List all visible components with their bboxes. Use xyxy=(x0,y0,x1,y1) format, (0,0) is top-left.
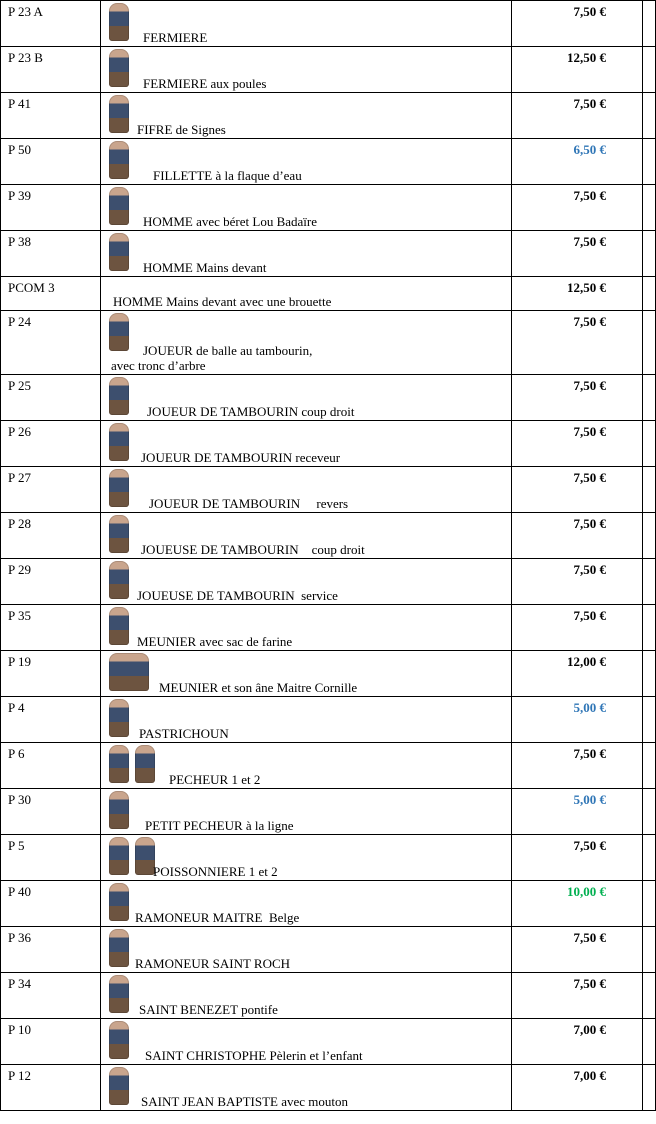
product-price: 7,50 € xyxy=(512,467,643,513)
product-code: P 23 B xyxy=(1,47,101,93)
santon-figurine-image xyxy=(109,141,129,179)
product-description-cell xyxy=(101,973,512,1019)
product-name: FERMIERE aux poules xyxy=(143,76,267,91)
product-price: 6,50 € xyxy=(512,139,643,185)
figurine-images xyxy=(109,187,129,225)
santon-figurine-image xyxy=(109,653,149,691)
figurine-images xyxy=(109,141,129,179)
santon-figurine-image xyxy=(109,1021,129,1059)
product-price: 10,00 € xyxy=(512,881,643,927)
product-price: 7,50 € xyxy=(512,605,643,651)
figurine-images xyxy=(109,791,129,829)
product-code: P 29 xyxy=(1,559,101,605)
empty-cell xyxy=(643,1065,656,1111)
product-code: P 41 xyxy=(1,93,101,139)
product-description-cell xyxy=(101,697,512,743)
table-row xyxy=(1,185,656,231)
product-name: PETIT PECHEUR à la ligne xyxy=(145,818,294,833)
table-row xyxy=(1,375,656,421)
figurine-images xyxy=(109,607,129,645)
product-description-cell xyxy=(101,1,512,47)
product-description-cell xyxy=(101,559,512,605)
product-code: P 28 xyxy=(1,513,101,559)
product-price: 7,50 € xyxy=(512,973,643,1019)
table-row xyxy=(1,605,656,651)
product-code: P 36 xyxy=(1,927,101,973)
product-name: JOUEUR DE TAMBOURIN revers xyxy=(149,496,349,511)
table-row xyxy=(1,139,656,185)
figurine-images xyxy=(109,745,155,783)
product-code: P 35 xyxy=(1,605,101,651)
product-code: P 5 xyxy=(1,835,101,881)
product-description-cell xyxy=(101,651,512,697)
product-price: 12,00 € xyxy=(512,651,643,697)
santon-figurine-image xyxy=(109,883,129,921)
empty-cell xyxy=(643,277,656,311)
product-code: P 6 xyxy=(1,743,101,789)
empty-cell xyxy=(643,881,656,927)
product-name: JOUEUR DE TAMBOURIN coup droit xyxy=(147,404,355,419)
santon-figurine-image xyxy=(109,3,129,41)
product-description-cell xyxy=(101,47,512,93)
product-code: P 12 xyxy=(1,1065,101,1111)
product-code: P 10 xyxy=(1,1019,101,1065)
product-description-cell xyxy=(101,231,512,277)
table-row xyxy=(1,47,656,93)
product-name-line2: avec tronc d’arbre xyxy=(111,358,206,373)
product-price: 7,50 € xyxy=(512,421,643,467)
product-description-cell xyxy=(101,881,512,927)
santon-figurine-image xyxy=(109,469,129,507)
product-code: P 40 xyxy=(1,881,101,927)
empty-cell xyxy=(643,651,656,697)
empty-cell xyxy=(643,743,656,789)
santon-figurine-image xyxy=(109,1067,129,1105)
empty-cell xyxy=(643,559,656,605)
empty-cell xyxy=(643,375,656,421)
table-row xyxy=(1,1,656,47)
figurine-images xyxy=(109,975,129,1013)
product-name: FILLETTE à la flaque d’eau xyxy=(153,168,302,183)
product-name: FIFRE de Signes xyxy=(137,122,226,137)
santon-figurine-image xyxy=(135,745,155,783)
empty-cell xyxy=(643,835,656,881)
product-name: RAMONEUR MAITRE Belge xyxy=(135,910,300,925)
table-row xyxy=(1,789,656,835)
product-name: MEUNIER et son âne Maitre Cornille xyxy=(159,680,358,695)
empty-cell xyxy=(643,789,656,835)
product-description-cell xyxy=(101,743,512,789)
product-name: SAINT BENEZET pontife xyxy=(139,1002,278,1017)
table-row xyxy=(1,1065,656,1111)
product-code: P 39 xyxy=(1,185,101,231)
table-row xyxy=(1,881,656,927)
product-code: P 25 xyxy=(1,375,101,421)
santon-figurine-image xyxy=(109,95,129,133)
empty-cell xyxy=(643,93,656,139)
product-description-cell xyxy=(101,277,512,311)
table-row xyxy=(1,231,656,277)
product-description-cell xyxy=(101,311,512,375)
product-code: PCOM 3 xyxy=(1,277,101,311)
product-description-cell xyxy=(101,375,512,421)
product-price: 7,00 € xyxy=(512,1065,643,1111)
santon-figurine-image xyxy=(109,699,129,737)
product-code: P 30 xyxy=(1,789,101,835)
product-name: JOUEUSE DE TAMBOURIN coup droit xyxy=(141,542,365,557)
product-price: 7,50 € xyxy=(512,743,643,789)
table-row xyxy=(1,467,656,513)
product-price: 7,50 € xyxy=(512,93,643,139)
table-row xyxy=(1,927,656,973)
product-price: 7,50 € xyxy=(512,1,643,47)
product-description-cell xyxy=(101,139,512,185)
product-code: P 34 xyxy=(1,973,101,1019)
product-name: SAINT JEAN BAPTISTE avec mouton xyxy=(141,1094,349,1109)
empty-cell xyxy=(643,467,656,513)
product-code: P 38 xyxy=(1,231,101,277)
product-code: P 27 xyxy=(1,467,101,513)
empty-cell xyxy=(643,47,656,93)
product-price: 7,50 € xyxy=(512,559,643,605)
santon-figurine-image xyxy=(109,377,129,415)
figurine-images xyxy=(109,1021,129,1059)
product-name-line1: JOUEUR de balle au tambourin, xyxy=(143,343,313,358)
product-description-cell xyxy=(101,1065,512,1111)
figurine-images xyxy=(109,3,129,41)
product-name: JOUEUSE DE TAMBOURIN service xyxy=(137,588,338,603)
product-name: PASTRICHOUN xyxy=(139,726,229,741)
product-description-cell xyxy=(101,835,512,881)
figurine-images xyxy=(109,561,129,599)
empty-cell xyxy=(643,1,656,47)
figurine-images xyxy=(109,653,149,691)
product-price: 7,50 € xyxy=(512,375,643,421)
product-description-cell xyxy=(101,789,512,835)
product-code: P 50 xyxy=(1,139,101,185)
product-name: HOMME Mains devant xyxy=(143,260,267,275)
figurine-images xyxy=(109,377,129,415)
product-price: 12,50 € xyxy=(512,277,643,311)
empty-cell xyxy=(643,1019,656,1065)
product-name: FERMIERE xyxy=(143,30,208,45)
santon-figurine-image xyxy=(109,515,129,553)
figurine-images xyxy=(109,699,129,737)
figurine-images xyxy=(109,423,129,461)
product-price: 7,50 € xyxy=(512,513,643,559)
product-description-cell xyxy=(101,605,512,651)
product-price: 7,50 € xyxy=(512,185,643,231)
table-row xyxy=(1,697,656,743)
figurine-images xyxy=(109,233,129,271)
empty-cell xyxy=(643,697,656,743)
figurine-images xyxy=(109,515,129,553)
santon-figurine-image xyxy=(109,975,129,1013)
product-description-cell xyxy=(101,1019,512,1065)
product-name: PECHEUR 1 et 2 xyxy=(169,772,261,787)
santon-figurine-image xyxy=(109,49,129,87)
santon-figurine-image xyxy=(109,233,129,271)
product-price: 7,50 € xyxy=(512,835,643,881)
table-row xyxy=(1,559,656,605)
santon-figurine-image xyxy=(135,837,155,875)
empty-cell xyxy=(643,973,656,1019)
product-price: 7,50 € xyxy=(512,231,643,277)
product-name: RAMONEUR SAINT ROCH xyxy=(135,956,291,971)
santon-figurine-image xyxy=(109,745,129,783)
table-row xyxy=(1,743,656,789)
table-row xyxy=(1,277,656,311)
product-name: SAINT CHRISTOPHE Pèlerin et l’enfant xyxy=(145,1048,363,1063)
product-price: 12,50 € xyxy=(512,47,643,93)
empty-cell xyxy=(643,605,656,651)
product-description-cell xyxy=(101,421,512,467)
figurine-images xyxy=(109,1067,129,1105)
empty-cell xyxy=(643,421,656,467)
empty-cell xyxy=(643,231,656,277)
product-price: 5,00 € xyxy=(512,789,643,835)
figurine-images xyxy=(109,837,155,875)
product-price: 7,50 € xyxy=(512,927,643,973)
product-description-cell xyxy=(101,467,512,513)
empty-cell xyxy=(643,513,656,559)
figurine-images xyxy=(109,469,129,507)
product-code: P 24 xyxy=(1,311,101,375)
santon-figurine-image xyxy=(109,561,129,599)
empty-cell xyxy=(643,139,656,185)
product-price: 7,00 € xyxy=(512,1019,643,1065)
figurine-images xyxy=(109,95,129,133)
product-name: MEUNIER avec sac de farine xyxy=(137,634,293,649)
product-code: P 19 xyxy=(1,651,101,697)
santon-figurine-image xyxy=(109,187,129,225)
product-description-cell xyxy=(101,93,512,139)
product-name: HOMME avec béret Lou Badaïre xyxy=(143,214,317,229)
product-description-cell xyxy=(101,513,512,559)
table-row xyxy=(1,651,656,697)
santon-figurine-image xyxy=(109,837,129,875)
product-table-body xyxy=(1,1,656,1111)
santon-figurine-image xyxy=(109,607,129,645)
product-code: P 26 xyxy=(1,421,101,467)
product-code: P 23 A xyxy=(1,1,101,47)
figurine-images xyxy=(109,929,129,967)
table-row xyxy=(1,93,656,139)
product-name: HOMME Mains devant avec une brouette xyxy=(113,294,332,309)
empty-cell xyxy=(643,927,656,973)
product-price: 7,50 € xyxy=(512,311,643,375)
table-row xyxy=(1,311,656,375)
product-name: POISSONNIERE 1 et 2 xyxy=(153,864,278,879)
product-code: P 4 xyxy=(1,697,101,743)
table-row xyxy=(1,513,656,559)
santon-figurine-image xyxy=(109,423,129,461)
figurine-images xyxy=(109,49,129,87)
product-name: JOUEUR DE TAMBOURIN receveur xyxy=(141,450,341,465)
figurine-images xyxy=(109,883,129,921)
product-description-cell xyxy=(101,185,512,231)
santon-figurine-image xyxy=(109,791,129,829)
product-description-cell xyxy=(101,927,512,973)
table-row xyxy=(1,973,656,1019)
santon-figurine-image xyxy=(109,929,129,967)
table-row xyxy=(1,835,656,881)
product-name xyxy=(111,343,312,373)
table-row xyxy=(1,1019,656,1065)
product-price: 5,00 € xyxy=(512,697,643,743)
table-row xyxy=(1,421,656,467)
empty-cell xyxy=(643,311,656,375)
empty-cell xyxy=(643,185,656,231)
